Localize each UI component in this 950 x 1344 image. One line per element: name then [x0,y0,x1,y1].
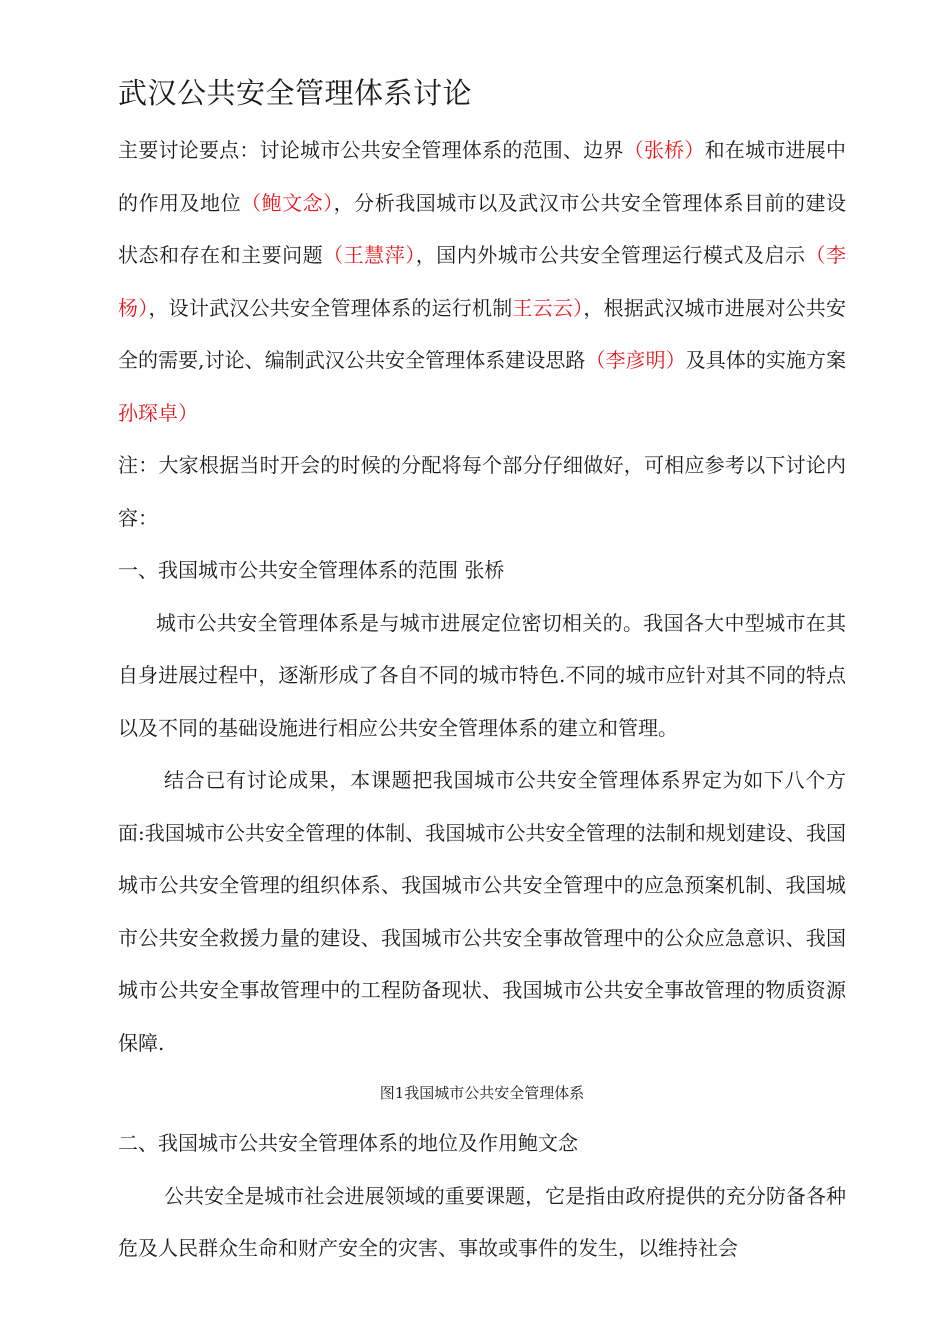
intro-paragraph [118,124,846,439]
section-1-paragraph-1: 城市公共安全管理体系是与城市进展定位密切相关的。我国各大中型城市在其自身进展过程中，逐渐形成了各自不同的城市特色.不同的城市应针对其不同的特点以及不同的基础设施进行相应公共安全管理体系的建立和管理。 [118,610,846,740]
note-paragraph: 注：大家根据当时开会的时候的分配将每个部分仔细做好，可相应参考以下讨论内容： [118,453,846,530]
document-title: 武汉公共安全管理体系讨论 [118,76,473,110]
intro-text-3: ，分析我国城市以及武汉市公共安全管理体系目前的建设状态和存在和主要问题 [118,190,847,267]
assignee-name-4: （李杨） [118,243,847,320]
assignee-name-3: （王慧萍） [323,243,416,267]
assignee-name-5: 王云云） [512,295,584,320]
section-2-heading: 二、我国城市公共安全管理体系的地位及作用鲍文念 [118,1131,578,1155]
section-1-heading: 一、我国城市公共安全管理体系的范围 张桥 [118,558,505,582]
intro-text-4: ，国内外城市公共安全管理运行模式及启示 [415,243,806,267]
intro-text-5: ，设计武汉公共安全管理体系的运行机制 [148,295,513,320]
intro-text-6: ，根据武汉城市进展对公共安全的需要,讨论、编制武汉公共安全管理体系建设思路 [118,295,847,372]
section-2-paragraph-1: 公共安全是城市社会进展领域的重要课题，它是指由政府提供的充分防备各种危及人民群众生命和财产安全的灾害、事故或事件的发生，以维持社会 [118,1183,846,1260]
section-1-paragraph-2: 结合已有讨论成果，本课题把我国城市公共安全管理体系界定为如下八个方面:我国城市公共安全管理的体制、我国城市公共安全管理的法制和规划建设、我国城市公共安全管理的组织体系、我国城市公共安全管理中的应急预案机制、我国城市公共安全救援力量的建设、我国城市公共安全事故管理中的公众应急意识、我国城市公共安全事故管理中的工程防备现状、我国城市公共安全事故管理的物质资源保障. [118,768,846,1055]
figure-caption: 图1我国城市公共安全管理体系 [379,1084,585,1102]
assignee-name-2: （鲍文念） [241,190,334,215]
intro-text-7: 及具体的实施方案 [685,348,847,372]
assignee-name-1: （张桥） [623,138,705,162]
assignee-name-7: 孙琛卓） [118,400,198,425]
intro-text-1: 主要讨论要点：讨论城市公共安全管理体系的范围、边界 [118,138,624,162]
intro-text-2: 和在城市进展中的作用及地位 [118,138,847,215]
assignee-name-6: （李彦明） [585,348,686,372]
